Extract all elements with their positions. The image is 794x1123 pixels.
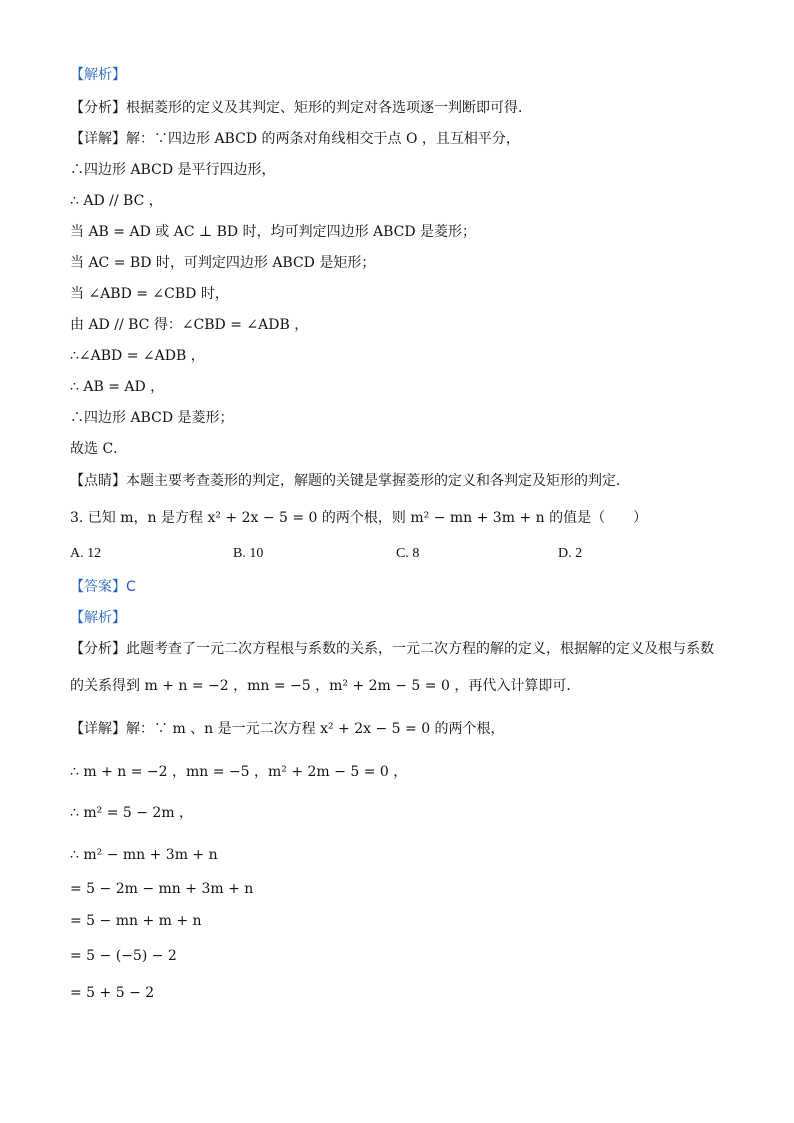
- detail-line: ∴四边形 ABCD 是菱形；: [70, 410, 234, 426]
- detail-line: = 5 − mn + m + n: [70, 913, 202, 929]
- analysis-heading: 【解析】: [70, 610, 126, 626]
- detail-line: ∴∠ABD = ∠ADB ，: [70, 348, 205, 364]
- detail-line: = 5 − (−5) − 2: [70, 948, 177, 964]
- detail-line: ∴ AB = AD ，: [70, 379, 165, 395]
- answer-line: 【答案】C: [70, 579, 136, 595]
- option-b: B. 10: [233, 546, 264, 561]
- detail-line: 故选 C．: [70, 441, 128, 457]
- detail-line: 【详解】解：∵四边形 ABCD 的两条对角线相交于点 O ，且互相平分，: [70, 131, 520, 147]
- detail-line: = 5 − 2m − mn + 3m + n: [70, 881, 254, 897]
- detail-line: 由 AD // BC 得：∠CBD = ∠ADB ，: [70, 317, 309, 333]
- detail-line: ∴ m² = 5 − 2m ，: [70, 805, 194, 821]
- detail-line: ∴ m² − mn + 3m + n: [70, 847, 218, 863]
- option-d: D. 2: [558, 546, 583, 561]
- analysis-text: 【分析】根据菱形的定义及其判定、矩形的判定对各选项逐一判断即可得．: [70, 100, 532, 116]
- question-stem: 3. 已知 m，n 是方程 x² + 2x − 5 = 0 的两个根，则 m² − mn + 3m + n 的值是（ ）: [70, 510, 648, 526]
- comment-text: 【点睛】本题主要考查菱形的判定，解题的关键是掌握菱形的定义和各判定及矩形的判定．: [70, 473, 630, 489]
- detail-line: ∴ AD // BC ，: [70, 193, 163, 209]
- analysis-text: 【分析】此题考查了一元二次方程根与系数的关系，一元二次方程的解的定义，根据解的定义及根与系数: [70, 641, 714, 657]
- detail-line: 当 ∠ABD = ∠CBD 时，: [70, 286, 229, 302]
- analysis-text: 的关系得到 m + n = −2 ，mn = −5 ，m² + 2m − 5 = 0 ，再代入计算即可．: [70, 678, 581, 694]
- detail-line: ∴四边形 ABCD 是平行四边形，: [70, 162, 276, 178]
- detail-line: ∴ m + n = −2 ，mn = −5 ，m² + 2m − 5 = 0 ，: [70, 764, 408, 780]
- analysis-heading: 【解析】: [70, 67, 126, 83]
- detail-line: 【详解】解：∵ m 、n 是一元二次方程 x² + 2x − 5 = 0 的两个根，: [70, 721, 505, 737]
- detail-line: 当 AB = AD 或 AC ⊥ BD 时，均可判定四边形 ABCD 是菱形；: [70, 224, 477, 240]
- option-c: C. 8: [396, 546, 420, 561]
- detail-line: = 5 + 5 − 2: [70, 985, 155, 1001]
- option-a: A. 12: [70, 546, 102, 561]
- detail-line: 当 AC = BD 时，可判定四边形 ABCD 是矩形；: [70, 255, 376, 271]
